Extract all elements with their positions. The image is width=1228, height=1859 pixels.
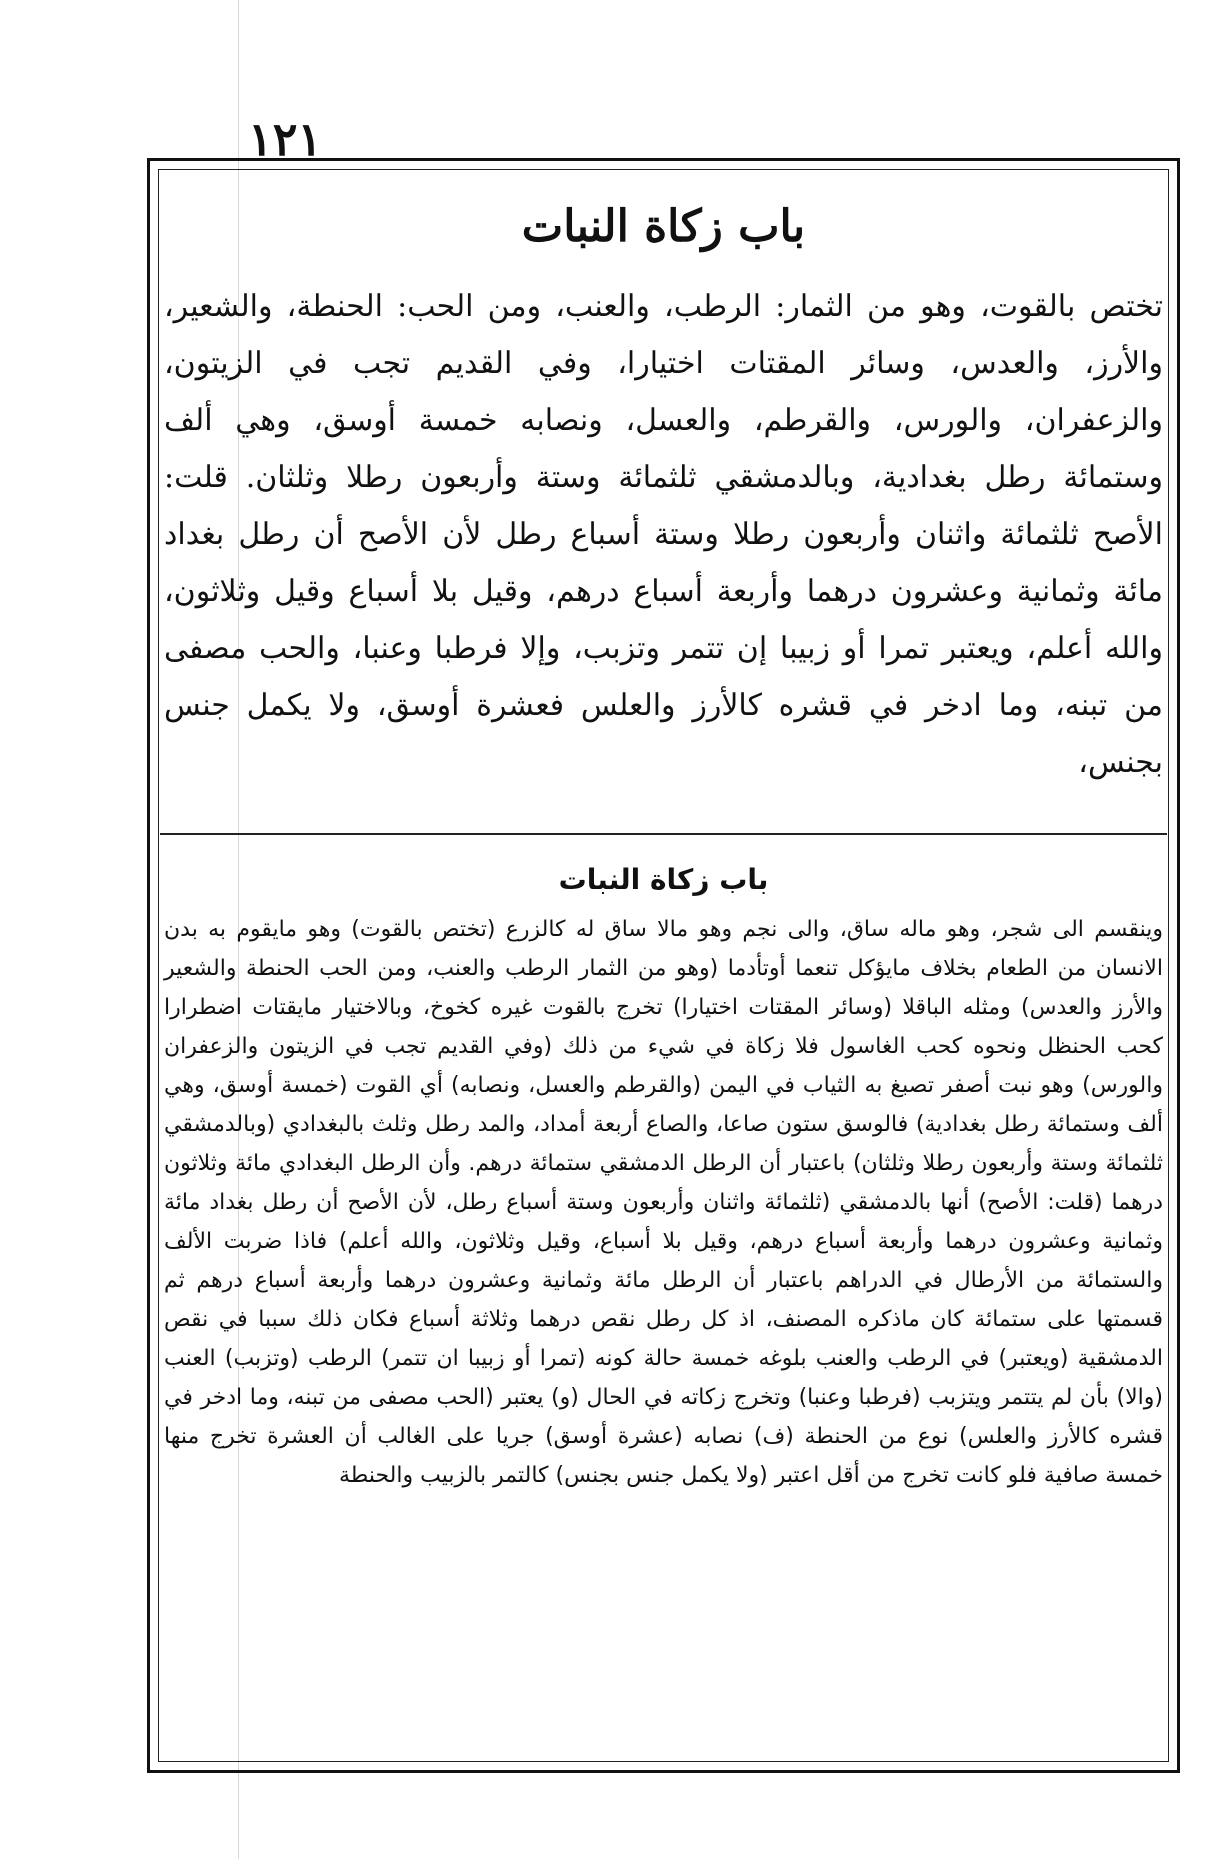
- matn-section: [164, 201, 1163, 791]
- page-frame: [147, 158, 1180, 1773]
- sharh-body-text: وينقسم الى شجر، وهو ماله ساق، والى نجم وهو مالا ساق له كالزرع (تختص بالقوت) وهو مايقوم به بدن الانسان من الطعام بخلاف مايؤكل تنعما أوتأدما (وهو من الثمار الرطب والعنب، ومن الحب الحنطة والشعير والأرز والعدس) ومثله الباقلا (وسائر المقتات اختيارا) تخرج بالقوت غيره كخوخ، وبالاختيار مايقتات اضطرارا كحب الحنظل ونحوه كحب الغاسول فلا زكاة في شيء من ذلك (وفي القديم تجب في الزيتون والزعفران والورس) وهو نبت أصفر تصبغ به الثياب في اليمن (والقرطم والعسل، ونصابه) أي القوت (خمسة أوسق، وهي ألف وستمائة رطل بغدادية) فالوسق ستون صاعا، والصاع أربعة أمداد، والمد رطل وثلث بالبغدادي (وبالدمشقي ثلثمائة وستة وأربعون رطلا وثلثان) باعتبار أن الرطل الدمشقي ستمائة درهم. وأن الرطل البغدادي مائة وثلاثون درهما (قلت: الأصح) أنها بالدمشقي (ثلثمائة واثنان وأربعون وستة أسباع رطل، لأن الأصح أن رطل بغداد مائة وثمانية وعشرون درهما وأربعة أسباع درهم، وقيل بلا أسباع، وقيل وثلاثون، والله أعلم) فاذا ضربت الألف والستمائة من الأرطال في الدراهم باعتبار أن الرطل مائة وثمانية وعشرون درهما وأربعة أسباع درهم ثم قسمتها على ستمائة كان ماذكره المصنف، اذ كل رطل نقص درهما وثلاثة أسباع فكان ذلك سببا في نقص الدمشقية (ويعتبر) في الرطب والعنب بلوغه خمسة حالة كونه (تمرا أو زبيبا ان تتمر) الرطب (وتزبب) العنب (والا) بأن لم يتتمر ويتزبب (فرطبا وعنبا) وتخرج زكاته في الحال (و) يعتبر (الحب مصفى من تبنه، وما ادخر في قشره كالأرز والعلس) نوع من الحنطة (ف) نصابه (عشرة أوسق) جريا على الغالب أن العشرة تخرج منها خمسة صافية فلو كانت تخرج من أقل اعتبر (ولا يكمل جنس بجنس) كالتمر بالزبيب والحنطة: [164, 917, 1163, 1488]
- sharh-section: [164, 851, 1163, 1495]
- matn-heading: باب زكاة النبات: [521, 201, 806, 252]
- page-number: ١٢١: [248, 112, 323, 166]
- section-divider: [160, 833, 1167, 835]
- matn-body-text: تختص بالقوت، وهو من الثمار: الرطب، والعنب، ومن الحب: الحنطة، والشعير، والأرز، والعدس، وسائر المقتات اختيارا، وفي القديم تجب في الزيتون، والزعفران، والورس، والقرطم، والعسل، ونصابه خمسة أوسق، وهي ألف وستمائة رطل بغدادية، وبالدمشقي ثلثمائة وستة وأربعون رطلا وثلثان. قلت: الأصح ثلثمائة واثنان وأربعون رطلا وستة أسباع رطل لأن الأصح أن رطل بغداد مائة وثمانية وعشرون درهما وأربعة أسباع درهم، وقيل بلا أسباع وقيل وثلاثون، والله أعلم، ويعتبر تمرا أو زبيبا إن تتمر وتزبب، وإلا فرطبا وعنبا، والحب مصفى من تبنه، وما ادخر في قشره كالأرز والعلس فعشرة أوسق، ولا يكمل جنس بجنس،: [164, 289, 1163, 780]
- sharh-heading: باب زكاة النبات: [558, 863, 769, 896]
